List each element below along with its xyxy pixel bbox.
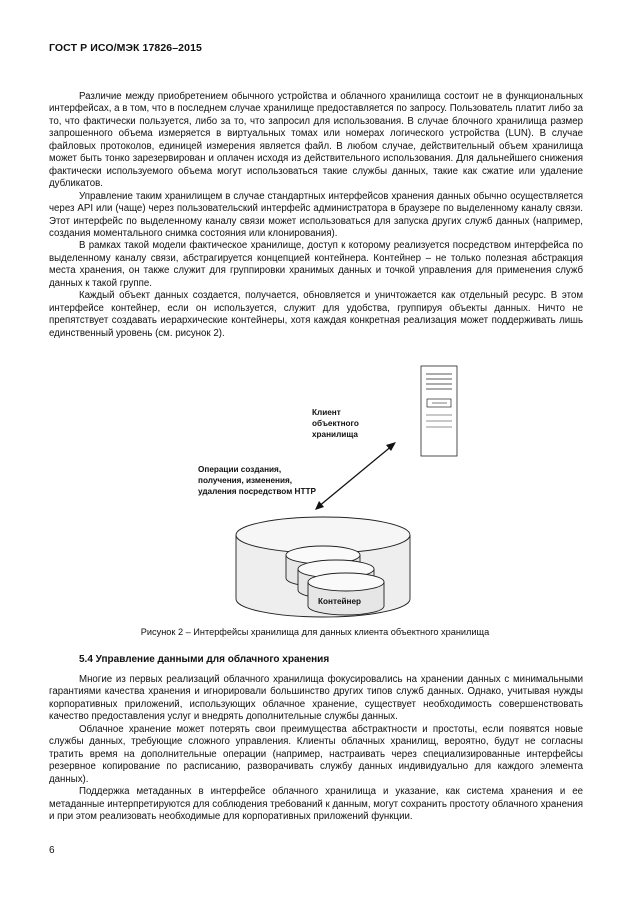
section-title: 5.4 Управление данными для облачного хранения <box>79 654 330 665</box>
paragraph: Многие из первых реализаций облачного хранилища фокусировались на хранении данных с минимальными гарантиями качества хранения и игнорировали большинство других типов служб данных. Однако, учитывая нужды корпоративных приложений, использующих облачное хранение, существует необходимость совершенствовать качество предоставления услуг и внедрять дополнительные службы данных. <box>49 674 583 723</box>
figure-2 <box>160 357 460 619</box>
client-label-line: Клиент <box>312 408 341 417</box>
body-text-bottom <box>49 674 583 823</box>
paragraph: Облачное хранение может потерять свои преимущества абстрактности и простоты, если появятся новые службы данных, требующие сложного управления. Клиенты облачных хранилищ, вероятно, будут не согласны тратить время на дополнительные операции (например, настраивать через специализированные интерфейсы резервное копирование по расписанию, разворачивать службу данных индивидуально для каждого элемента данных). <box>49 723 583 785</box>
container-label: Контейнер <box>318 597 362 606</box>
operations-label <box>198 465 316 496</box>
page-number: 6 <box>49 845 55 856</box>
operations-label-line: удаления посредством HTTP <box>198 487 316 496</box>
paragraph: В рамках такой модели фактическое хранилище, доступ к которому реализуется посредством интерфейса по выделенному каналу связи, абстрагируется концепцией контейнера. Контейнер – не только полезная абстракция места хранения, он также служит для группировки хранимых данных и точкой управления для применения служб данных к такой группе. <box>49 240 583 289</box>
figure-caption: Рисунок 2 – Интерфейсы хранилища для данных клиента объектного хранилища <box>140 627 490 637</box>
client-label-line: хранилища <box>312 430 358 439</box>
client-label-line: объектного <box>312 419 359 428</box>
storage-diagram <box>160 357 460 619</box>
client-label <box>312 408 361 439</box>
http-arrow <box>315 442 396 510</box>
client-server-icon <box>421 366 457 456</box>
paragraph: Управление таким хранилищем в случае стандартных интерфейсов хранения данных обычно осуществляется через API или (чаще) через пользовательский интерфейс администратора в браузере по выделенному каналу связи. Этот интерфейс по выделенному каналу связи может использоваться для запуска других служб данных (например, создания моментального снимка состояния или клонирования). <box>49 190 583 239</box>
paragraph: Каждый объект данных создается, получается, обновляется и уничтожается как отдельный ресурс. В этом интерфейсе контейнер, если он используется, служит для удобства, группируя объекты данных. Ничто не препятствует создавать иерархические контейнеры, хотя каждая конкретная реализация может поддерживать лишь единственный уровень (см. рисунок 2). <box>49 290 583 339</box>
document-header: ГОСТ Р ИСО/МЭК 17826–2015 <box>49 42 202 54</box>
operations-label-line: Операции создания, <box>198 465 282 474</box>
operations-label-line: получения, изменения, <box>198 476 293 485</box>
paragraph: Поддержка метаданных в интерфейсе облачного хранилища и указание, как система хранения и ее метаданные интерпретируются для соблюдения требований к данным, могут сохранить простоту облачного хранения и при этом реализовать необходимые для корпоративных приложений функции. <box>49 786 583 822</box>
body-text-top <box>49 91 583 340</box>
paragraph: Различие между приобретением обычного устройства и облачного хранилища состоит не в функциональных интерфейсах, а в том, что в последнем случае хранилище предоставляется по запросу. Пользователь платит либо за то, что фактически пользуется, либо за то, что запросил для использования. В случае блочного хранилища размер запрошенного объема измеряется в виртуальных томах или номерах логического устройства (LUN). В случае файловых протоколов, единицей измерения является файл. В любом случае, действительный объем хранилища может быть тонко зарезервирован и оплачен исходя из действительного использования. Для дальнейшего снижения фактически используемого объема могут использоваться такие службы данных, такие как сжатие или удаление дубликатов. <box>49 91 583 190</box>
